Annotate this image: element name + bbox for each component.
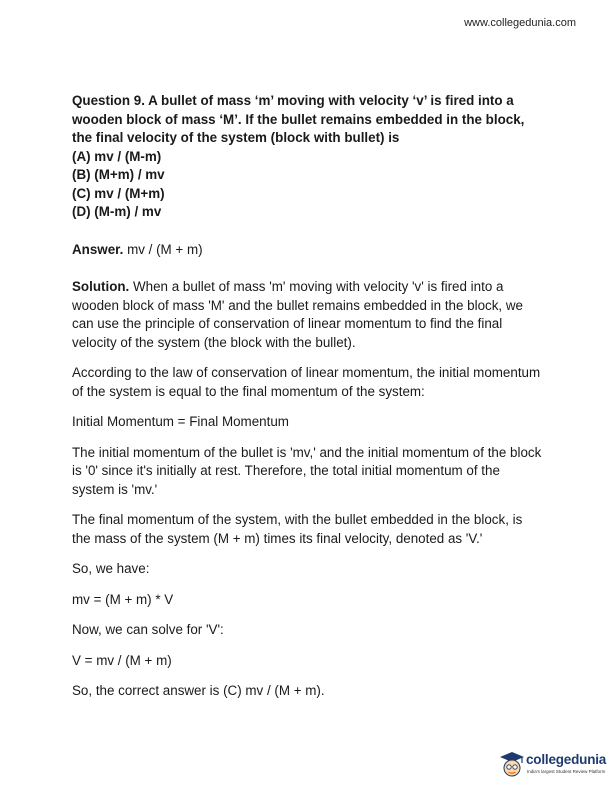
option-d: (D) (M-m) / mv <box>72 204 162 219</box>
equation: mv = (M + m) * V <box>72 591 174 607</box>
graduate-mascot-icon <box>499 751 525 779</box>
solution-paragraph: Now, we can solve for 'V': <box>72 622 224 637</box>
solution-paragraph: The final momentum of the system, with the bullet embedded in the block, is the mass of the system (M + m) times its final velocity, denoted as 'V.' <box>72 512 523 546</box>
solution-intro <box>72 278 542 352</box>
solution-label: Solution. <box>72 279 130 294</box>
question-text: Question 9. A bullet of mass ‘m’ moving with velocity ‘v’ is fired into a wooden block of mass ‘M’. If the bullet remains embedded in the block, the final velocity of the system (block with bullet) is <box>72 93 525 145</box>
solution-intro-text: When a bullet of mass 'm' moving with velocity 'v' is fired into a wooden block of mass 'M' and the bullet remains embedded in the block, we can use the principle of conservation of linear momentum to find the final velocity of the system (the block with the bullet). <box>72 279 523 350</box>
document-body <box>72 92 542 701</box>
options-list <box>72 148 542 222</box>
logo-wordmark: collegedunia <box>526 752 607 767</box>
solution-paragraph: So, we have: <box>72 561 150 576</box>
option-c: (C) mv / (M+m) <box>72 185 165 201</box>
solution-paragraph: Initial Momentum = Final Momentum <box>72 414 289 429</box>
conclusion: So, the correct answer is (C) mv / (M + m). <box>72 683 325 698</box>
answer-label: Answer. <box>72 241 124 257</box>
equation: V = mv / (M + m) <box>72 652 172 668</box>
answer <box>72 241 542 260</box>
solution-paragraph: The initial momentum of the bullet is 'mv,' and the initial momentum of the block is '0' since it's initially at rest. Therefore, the total initial momentum of the system is 'mv.' <box>72 444 542 497</box>
option-b: (B) (M+m) / mv <box>72 167 165 182</box>
solution-paragraph: According to the law of conservation of linear momentum, the initial momentum of the system is equal to the final momentum of the system: <box>72 365 541 399</box>
site-url[interactable]: www.collegedunia.com <box>464 17 576 29</box>
answer-value: mv / (M + m) <box>123 241 203 257</box>
option-a: (A) mv / (M-m) <box>72 148 162 164</box>
collegedunia-logo <box>497 748 612 782</box>
logo-tagline: India's largest Student Review Platform <box>527 769 606 774</box>
